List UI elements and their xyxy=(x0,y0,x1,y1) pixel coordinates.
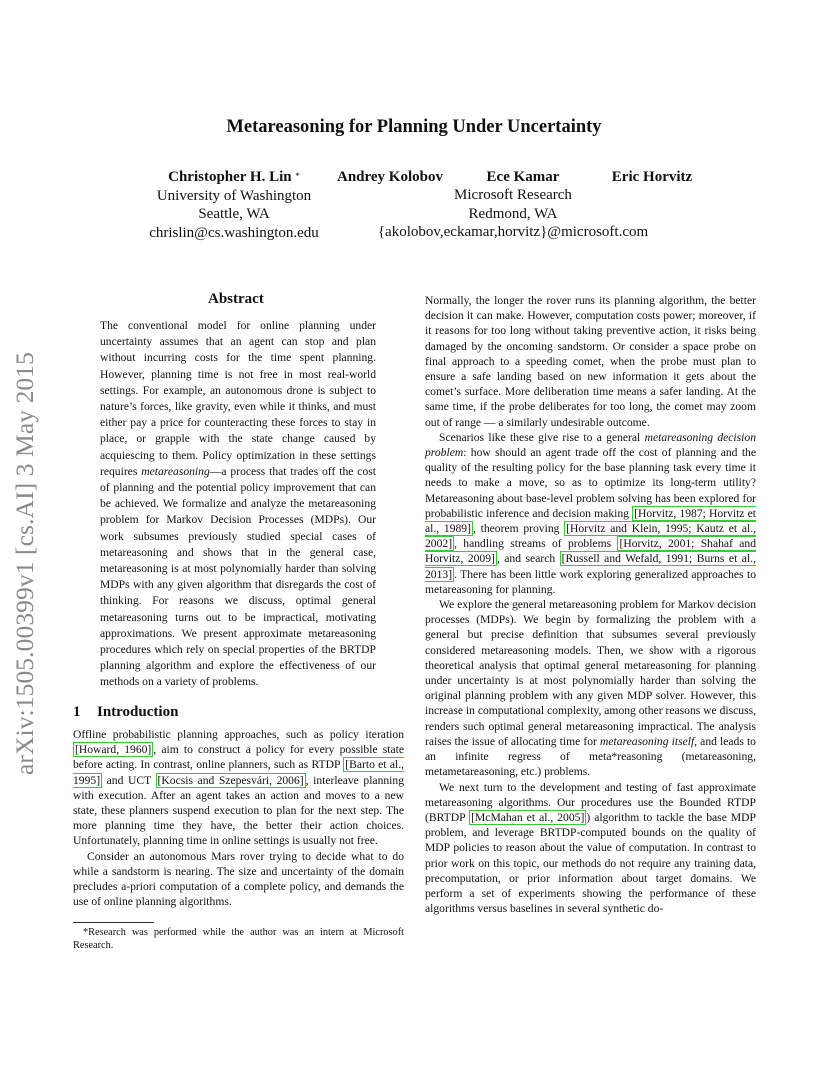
author-horvitz: Eric Horvitz xyxy=(611,169,693,185)
text: , aim to construct a policy for every possible state before acting. In contrast, online planners, such as RTDP xyxy=(73,743,404,772)
arxiv-identifier: arXiv:1505.00399v1 [cs.AI] 3 May 2015 xyxy=(10,352,39,775)
abstract-text: The conventional model for online planning under uncertainty assumes that an agent can stop and plan without incurring costs for the time spent planning. However, planning time is not free in most real-world settings. For example, an autonomous drone is subject to nature’s forces, like gravity, even while it thinks, and must either pay a price for counteracting these forces to stay in place, or grapple with the state change caused by acquiescing to them. Policy optimization in these settings requires xyxy=(100,319,376,478)
text: : how should an agent trade off the cost of planning and the quality of the resulting policy for the base planning task every time it needs to make a move, so as to optimize its long-term utility? Metareasoning about base-level problem solving has been explored for probabilistic inference and decision making xyxy=(425,446,756,520)
citation-link[interactable]: [Horvitz and Klein, 1995; Kautz et al., 2002] xyxy=(425,522,756,551)
intro-paragraph-1 xyxy=(73,727,404,849)
text: , interleave planning with execution. After an agent takes an action and moves to a new state, these planners suspend execution to plan for the next step. The more planning time they have, the better their action choices. Unfortunately, planning time in online settings is usually not free. xyxy=(73,773,404,848)
author-affiliation: University of Washington xyxy=(156,187,312,204)
right-paragraph-1: Normally, the longer the rover runs its planning algorithm, the better decision it can make. However, computation costs power; moreover, if it reasons for too long without taking preventive action, it risks being damaged by the oncoming sandstorm. Or consider a space probe on final approach to a speeding comet, when the probe must plan to ensure a safe landing based on new information it gets about the comet’s surface. More deliberation time means a safer landing. At the same time, if the probe deliberates for too long, the comet may zoom out of range — a similarly undesirable outcome. xyxy=(425,294,756,429)
shared-email: {akolobov,eckamar,horvitz}@microsoft.com xyxy=(377,224,649,240)
right-paragraph-4 xyxy=(425,780,756,917)
citation-link[interactable]: [Horvitz, 2001; Shahaf and Horvitz, 2009] xyxy=(425,537,757,566)
footnote: *Research was performed while the author was an intern at Microsoft Research. xyxy=(73,927,404,951)
text: We next turn to the development and testing of fast approximate metareasoning algorithms. Our procedures use the Bounded RTDP (BRTDP xyxy=(425,780,756,824)
author-kolobov: Andrey Kolobov xyxy=(337,169,443,185)
text: We explore the general metareasoning problem for Markov decision processes (MDPs). We begin by formalizing the problem with a general but precise definition that subsumes several previously considered metareasoning models. Then, we show with a rigorous theoretical analysis that optimal general metareasoning for planning under uncertainty is at most polynomially harder than solving the original planning problem with any given MDP solver. However, this increase in computational complexity, among other reasons we discuss, renders such optimal general metareasoning impractical. The analysis raises the issue of allocating time for xyxy=(425,598,756,748)
abstract-body xyxy=(100,318,376,691)
right-paragraph-2 xyxy=(425,430,756,597)
emphasis: metareasoning decision problem xyxy=(425,430,756,460)
citation-link[interactable]: [Kocsis and Szepesvári, 2006] xyxy=(157,773,304,787)
right-paragraph-3 xyxy=(425,597,756,779)
intro-paragraph-2: Consider an autonomous Mars rover trying to decide what to do while a sandstorm is nearing. The size and uncertainty of the domain precludes a-priori computation of a complete policy, and demands the use of online planning algorithms. xyxy=(73,849,404,909)
author-kamar: Ece Kamar xyxy=(486,169,560,185)
text: , handling streams of problems xyxy=(454,537,618,551)
author-email: chrislin@cs.washington.edu xyxy=(149,224,319,241)
emphasis: metareasoning itself xyxy=(600,734,695,748)
author-name: Christopher H. Lin xyxy=(168,169,292,185)
microsoft-affiliation-block xyxy=(360,186,666,242)
abstract-heading: Abstract xyxy=(208,291,264,307)
citation-link[interactable]: [Barto et al., 1995] xyxy=(73,758,404,787)
abstract-text-cont: —a process that trades off the cost of planning and the potential policy improvement that can be achieved. We formalize and analyze the metareasoning problem for Markov Decision Processes (MDPs). Our work subsumes previously studied special cases of metareasoning and shows that in the general case, metareasoning is at most polynomially harder than solving MDPs with any given algorithm that disregards the cost of thinking. For reasons we discuss, optimal general metareasoning turns out to be impractical, motivating approximations. We present approximate metareasoning procedures which rely on special properties of the BRTDP planning algorithm and explore the effectiveness of our methods on a variety of problems. xyxy=(100,464,376,689)
section-title: Introduction xyxy=(97,704,179,720)
intro-body xyxy=(73,727,404,909)
section-heading-introduction xyxy=(73,704,178,721)
citation-link[interactable]: [Russell and Wefald, 1991; Burns et al., 2013] xyxy=(425,552,756,581)
citation-link[interactable]: [McMahan et al., 2005] xyxy=(471,810,585,824)
text: Offline probabilistic planning approaches, such as policy iteration xyxy=(73,728,404,741)
text: , and search xyxy=(496,552,560,566)
footnote-rule xyxy=(73,922,154,923)
shared-affiliation: Microsoft Research xyxy=(454,187,572,203)
author-location: Seattle, WA xyxy=(198,206,270,222)
paper-title: Metareasoning for Planning Under Uncertainty xyxy=(226,117,602,137)
shared-location: Redmond, WA xyxy=(468,205,558,222)
abstract-emphasis: metareasoning xyxy=(141,464,210,478)
section-number: 1 xyxy=(73,704,81,720)
text: , theorem proving xyxy=(472,522,565,536)
text: and UCT xyxy=(102,773,156,787)
citation-link[interactable]: [Horvitz, 1987; Horvitz et al., 1989] xyxy=(425,506,756,536)
text: ) algorithm to tackle the base MDP problem, and leverage BRTDP-computed bounds on the quality of MDP policies to reason about the value of computation. In contrast to prior work on this topic, our methods do not require any training data, precomputation, or prior information about target domains. We perform a set of experiments showing the performance of these algorithms versus baselines in several synthetic do- xyxy=(425,810,756,916)
citation-link[interactable]: [Howard, 1960] xyxy=(75,743,152,757)
author-footnote-mark: * xyxy=(295,171,300,181)
author-lin xyxy=(128,168,340,242)
text: Scenarios like these give rise to a general xyxy=(439,430,645,444)
text: . There has been little work exploring generalized approaches to metareasoning for planning. xyxy=(425,567,756,596)
text: , and leads to an infinite regress of meta*reasoning (metareasoning, metametareasoning, etc.) problems. xyxy=(425,734,756,779)
right-column-body xyxy=(425,293,756,916)
